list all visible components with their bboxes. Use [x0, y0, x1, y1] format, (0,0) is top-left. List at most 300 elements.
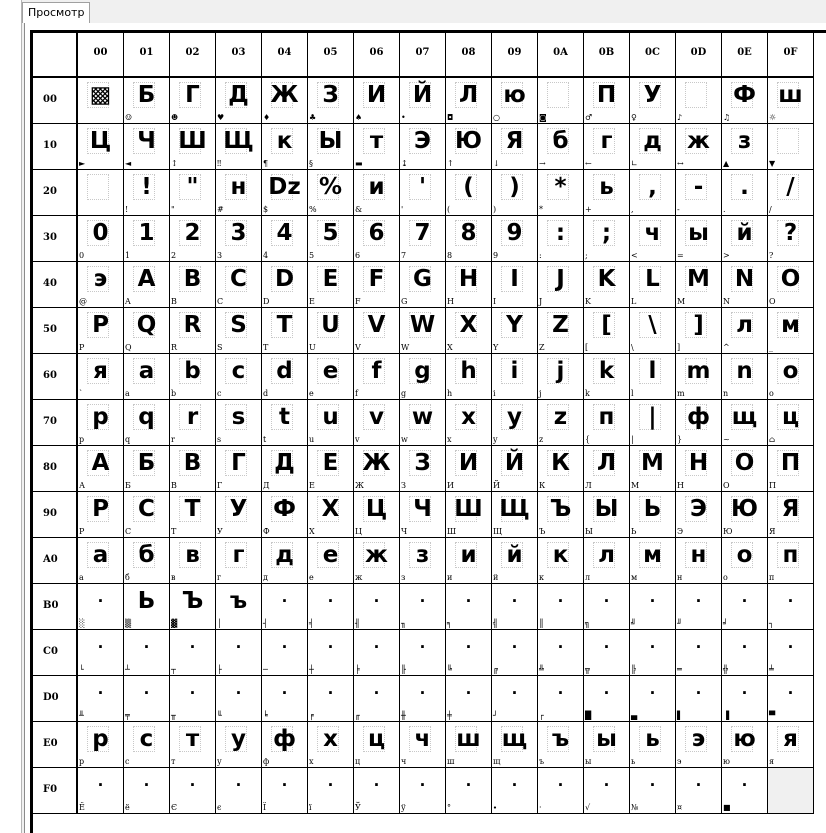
glyph-cell[interactable]: [584, 584, 630, 630]
glyph-cell[interactable]: [400, 308, 446, 354]
glyph-cell[interactable]: [630, 630, 676, 676]
glyph-cell[interactable]: [124, 400, 170, 446]
glyph-cell[interactable]: [676, 446, 722, 492]
glyph-cell[interactable]: [768, 308, 814, 354]
font-glyph: з: [415, 542, 430, 568]
glyph-cell[interactable]: [400, 354, 446, 400]
glyph-cell[interactable]: [492, 446, 538, 492]
reference-char: t: [263, 435, 267, 444]
glyph-cell[interactable]: [400, 492, 446, 538]
glyph-cell[interactable]: [124, 170, 170, 216]
glyph-cell[interactable]: [584, 630, 630, 676]
glyph-cell[interactable]: [492, 492, 538, 538]
glyph-cell[interactable]: [400, 630, 446, 676]
font-glyph: в: [185, 542, 200, 568]
glyph-cell[interactable]: [768, 584, 814, 630]
glyph-cell[interactable]: [354, 170, 400, 216]
glyph-cell[interactable]: [216, 446, 262, 492]
glyph-cell[interactable]: [78, 170, 124, 216]
glyph-cell[interactable]: [400, 584, 446, 630]
glyph-cell[interactable]: [354, 400, 400, 446]
glyph-cell[interactable]: [170, 630, 216, 676]
glyph-cell[interactable]: [492, 262, 538, 308]
glyph-cell[interactable]: [308, 78, 354, 124]
glyph-cell[interactable]: [170, 124, 216, 170]
glyph-cell[interactable]: [354, 216, 400, 262]
glyph-cell[interactable]: [538, 124, 584, 170]
glyph-cell[interactable]: [676, 584, 722, 630]
glyph-cell[interactable]: [170, 722, 216, 768]
glyph-cell[interactable]: [676, 354, 722, 400]
glyph-cell[interactable]: [400, 446, 446, 492]
glyph-cell[interactable]: [308, 262, 354, 308]
glyph-cell[interactable]: [78, 308, 124, 354]
reference-char: Д: [263, 481, 270, 490]
glyph-cell[interactable]: [262, 124, 308, 170]
glyph-cell[interactable]: [446, 124, 492, 170]
glyph-cell[interactable]: [446, 262, 492, 308]
reference-char: •: [401, 113, 406, 122]
glyph-cell[interactable]: [584, 170, 630, 216]
glyph-cell[interactable]: [354, 446, 400, 492]
reference-char: .: [723, 205, 726, 214]
glyph-cell[interactable]: [584, 124, 630, 170]
glyph-cell[interactable]: [538, 170, 584, 216]
glyph-cell[interactable]: [676, 538, 722, 584]
reference-char: B: [171, 297, 177, 306]
glyph-cell[interactable]: [446, 768, 492, 814]
glyph-cell[interactable]: [354, 584, 400, 630]
reference-char: ╔: [493, 665, 498, 674]
glyph-cell[interactable]: [262, 262, 308, 308]
glyph-cell[interactable]: [446, 630, 492, 676]
font-glyph: й: [506, 542, 523, 568]
glyph-cell[interactable]: [78, 262, 124, 308]
glyph-cell[interactable]: [630, 492, 676, 538]
glyph-cell[interactable]: [768, 446, 814, 492]
glyph-cell[interactable]: [584, 78, 630, 124]
glyph-cell[interactable]: [308, 446, 354, 492]
glyph-cell[interactable]: [446, 538, 492, 584]
glyph-cell[interactable]: [768, 170, 814, 216]
glyph-cell[interactable]: [262, 584, 308, 630]
glyph-cell[interactable]: [676, 722, 722, 768]
glyph-cell[interactable]: [124, 78, 170, 124]
glyph-cell[interactable]: [538, 676, 584, 722]
glyph-cell[interactable]: [630, 78, 676, 124]
glyph-cell[interactable]: [308, 722, 354, 768]
glyph-cell[interactable]: [124, 446, 170, 492]
glyph-cell[interactable]: [630, 538, 676, 584]
glyph-cell[interactable]: [676, 400, 722, 446]
glyph-cell[interactable]: [262, 722, 308, 768]
glyph-cell[interactable]: [170, 768, 216, 814]
glyph-cell[interactable]: [722, 538, 768, 584]
glyph-cell[interactable]: [630, 676, 676, 722]
glyph-cell[interactable]: [630, 216, 676, 262]
glyph-cell[interactable]: [308, 584, 354, 630]
glyph-cell[interactable]: [124, 124, 170, 170]
glyph-cell[interactable]: [216, 308, 262, 354]
glyph-cell[interactable]: [354, 768, 400, 814]
font-glyph: э: [691, 726, 706, 752]
glyph-cell[interactable]: [308, 308, 354, 354]
row-header: 50: [33, 308, 78, 354]
glyph-cell[interactable]: [446, 446, 492, 492]
glyph-cell[interactable]: [262, 446, 308, 492]
glyph-cell[interactable]: [216, 630, 262, 676]
glyph-cell[interactable]: [78, 538, 124, 584]
glyph-cell[interactable]: [584, 768, 630, 814]
reference-char: §: [309, 159, 313, 168]
glyph-cell[interactable]: [446, 492, 492, 538]
glyph-cell[interactable]: [124, 308, 170, 354]
glyph-cell[interactable]: [216, 216, 262, 262]
glyph-cell[interactable]: [308, 124, 354, 170]
glyph-cell[interactable]: [124, 262, 170, 308]
glyph-cell[interactable]: [584, 354, 630, 400]
glyph-cell[interactable]: [308, 492, 354, 538]
glyph-cell[interactable]: [584, 538, 630, 584]
glyph-cell[interactable]: [78, 400, 124, 446]
character-map-grid: [30, 30, 826, 833]
glyph-cell[interactable]: [768, 492, 814, 538]
glyph-cell[interactable]: [722, 446, 768, 492]
glyph-cell[interactable]: [262, 78, 308, 124]
glyph-cell[interactable]: [308, 170, 354, 216]
glyph-cell[interactable]: [722, 400, 768, 446]
glyph-cell[interactable]: [170, 538, 216, 584]
glyph-cell[interactable]: [354, 630, 400, 676]
glyph-cell[interactable]: [124, 584, 170, 630]
glyph-cell[interactable]: [538, 538, 584, 584]
glyph-cell[interactable]: [262, 768, 308, 814]
glyph-cell[interactable]: [630, 124, 676, 170]
reference-char: ?: [769, 251, 774, 260]
glyph-cell[interactable]: [538, 308, 584, 354]
glyph-cell[interactable]: [216, 492, 262, 538]
glyph-cell[interactable]: [768, 538, 814, 584]
font-glyph: ·: [97, 684, 104, 702]
glyph-cell[interactable]: [354, 492, 400, 538]
tab-preview[interactable]: Просмотр: [22, 2, 90, 23]
reference-char: &: [355, 205, 363, 214]
glyph-cell[interactable]: [538, 446, 584, 492]
glyph-cell[interactable]: [446, 354, 492, 400]
glyph-cell[interactable]: [78, 492, 124, 538]
glyph-cell[interactable]: [216, 78, 262, 124]
glyph-cell[interactable]: [354, 722, 400, 768]
glyph-cell[interactable]: [722, 124, 768, 170]
glyph-cell[interactable]: [538, 584, 584, 630]
reference-char: и: [447, 573, 453, 582]
glyph-cell[interactable]: [676, 676, 722, 722]
glyph-cell[interactable]: [584, 492, 630, 538]
glyph-cell[interactable]: [768, 722, 814, 768]
glyph-cell[interactable]: [170, 584, 216, 630]
glyph-cell[interactable]: [584, 676, 630, 722]
glyph-cell[interactable]: [446, 400, 492, 446]
reference-char: ╪: [447, 711, 452, 720]
glyph-cell[interactable]: [400, 722, 446, 768]
glyph-cell[interactable]: [768, 768, 814, 814]
font-glyph: R: [183, 312, 202, 338]
glyph-cell[interactable]: [124, 216, 170, 262]
glyph-cell[interactable]: [676, 308, 722, 354]
glyph-cell[interactable]: [308, 216, 354, 262]
glyph-cell[interactable]: [722, 630, 768, 676]
reference-char: ё: [125, 803, 130, 812]
glyph-cell[interactable]: [170, 308, 216, 354]
glyph-cell[interactable]: [124, 768, 170, 814]
glyph-cell[interactable]: [768, 354, 814, 400]
glyph-cell[interactable]: [216, 262, 262, 308]
glyph-cell[interactable]: [492, 630, 538, 676]
reference-char: Ї: [263, 803, 267, 812]
reference-char: ▲: [723, 159, 730, 168]
glyph-cell[interactable]: [630, 400, 676, 446]
reference-char: а: [79, 573, 84, 582]
glyph-cell[interactable]: [676, 492, 722, 538]
glyph-cell[interactable]: [400, 400, 446, 446]
glyph-cell[interactable]: [78, 446, 124, 492]
glyph-cell[interactable]: [676, 170, 722, 216]
glyph-cell[interactable]: [78, 216, 124, 262]
glyph-cell[interactable]: [78, 354, 124, 400]
glyph-cell[interactable]: [492, 584, 538, 630]
glyph-cell[interactable]: [722, 722, 768, 768]
glyph-cell[interactable]: [400, 78, 446, 124]
glyph-cell[interactable]: [538, 354, 584, 400]
glyph-cell[interactable]: [492, 216, 538, 262]
glyph-cell[interactable]: [216, 768, 262, 814]
glyph-cell[interactable]: [492, 538, 538, 584]
reference-char: ╬: [723, 665, 728, 674]
glyph-cell[interactable]: [124, 538, 170, 584]
glyph-cell[interactable]: [492, 354, 538, 400]
glyph-cell[interactable]: [354, 124, 400, 170]
glyph-cell[interactable]: [492, 124, 538, 170]
glyph-cell[interactable]: [630, 262, 676, 308]
glyph-cell[interactable]: [722, 262, 768, 308]
font-glyph: ·: [143, 638, 150, 656]
glyph-cell[interactable]: [78, 78, 124, 124]
glyph-cell[interactable]: [354, 354, 400, 400]
glyph-cell[interactable]: [676, 216, 722, 262]
glyph-cell[interactable]: [538, 722, 584, 768]
glyph-cell[interactable]: [676, 124, 722, 170]
glyph-cell[interactable]: [492, 768, 538, 814]
glyph-cell[interactable]: [492, 170, 538, 216]
glyph-cell[interactable]: [538, 492, 584, 538]
glyph-cell[interactable]: [308, 630, 354, 676]
glyph-cell[interactable]: [308, 354, 354, 400]
glyph-cell[interactable]: [170, 216, 216, 262]
glyph-cell[interactable]: [722, 170, 768, 216]
glyph-cell[interactable]: [262, 400, 308, 446]
glyph-cell[interactable]: [124, 492, 170, 538]
reference-char: →: [539, 159, 546, 168]
glyph-cell[interactable]: [354, 676, 400, 722]
glyph-cell[interactable]: [676, 262, 722, 308]
glyph-cell[interactable]: [722, 492, 768, 538]
glyph-cell[interactable]: [262, 630, 308, 676]
glyph-cell[interactable]: [630, 722, 676, 768]
glyph-cell[interactable]: [400, 262, 446, 308]
glyph-cell[interactable]: [78, 768, 124, 814]
glyph-cell[interactable]: [722, 216, 768, 262]
glyph-cell[interactable]: [170, 676, 216, 722]
glyph-cell[interactable]: [354, 78, 400, 124]
glyph-cell[interactable]: [768, 124, 814, 170]
glyph-cell[interactable]: [308, 538, 354, 584]
font-glyph: n: [736, 358, 753, 384]
font-glyph: Ь: [643, 496, 662, 522]
glyph-cell[interactable]: [170, 492, 216, 538]
glyph-cell[interactable]: [722, 354, 768, 400]
glyph-cell[interactable]: [676, 768, 722, 814]
glyph-cell[interactable]: [722, 584, 768, 630]
glyph-cell[interactable]: [538, 400, 584, 446]
glyph-cell[interactable]: [446, 170, 492, 216]
glyph-cell[interactable]: [584, 446, 630, 492]
glyph-cell[interactable]: [492, 78, 538, 124]
glyph-cell[interactable]: [400, 538, 446, 584]
glyph-cell[interactable]: [492, 722, 538, 768]
glyph-cell[interactable]: [538, 630, 584, 676]
glyph-cell[interactable]: [584, 216, 630, 262]
glyph-cell[interactable]: [676, 630, 722, 676]
glyph-cell[interactable]: [492, 308, 538, 354]
glyph-cell[interactable]: [262, 216, 308, 262]
glyph-cell[interactable]: [584, 262, 630, 308]
glyph-cell[interactable]: [262, 308, 308, 354]
glyph-cell[interactable]: [446, 78, 492, 124]
reference-char: ш: [447, 757, 455, 766]
glyph-cell[interactable]: [308, 768, 354, 814]
glyph-cell[interactable]: [630, 170, 676, 216]
glyph-cell[interactable]: [216, 400, 262, 446]
reference-char: (: [447, 205, 451, 214]
glyph-cell[interactable]: [768, 630, 814, 676]
glyph-cell[interactable]: [124, 722, 170, 768]
glyph-cell[interactable]: [262, 170, 308, 216]
glyph-cell[interactable]: [216, 354, 262, 400]
glyph-cell[interactable]: [584, 722, 630, 768]
glyph-cell[interactable]: [124, 676, 170, 722]
font-glyph: ъ: [551, 726, 570, 752]
glyph-cell[interactable]: [446, 216, 492, 262]
glyph-cell[interactable]: [262, 354, 308, 400]
glyph-cell[interactable]: [78, 124, 124, 170]
glyph-cell[interactable]: [400, 216, 446, 262]
reference-char: ◙: [539, 113, 547, 122]
glyph-cell[interactable]: [170, 446, 216, 492]
glyph-cell[interactable]: [124, 354, 170, 400]
font-glyph: ·: [695, 638, 702, 656]
glyph-cell[interactable]: [170, 400, 216, 446]
glyph-cell[interactable]: [768, 78, 814, 124]
font-glyph: ·: [143, 684, 150, 702]
glyph-cell[interactable]: [446, 308, 492, 354]
glyph-cell[interactable]: [170, 262, 216, 308]
glyph-cell[interactable]: [170, 354, 216, 400]
glyph-cell[interactable]: [446, 722, 492, 768]
glyph-cell[interactable]: [768, 262, 814, 308]
glyph-cell[interactable]: [492, 676, 538, 722]
glyph-cell[interactable]: [538, 262, 584, 308]
font-glyph: O: [780, 266, 801, 292]
glyph-cell[interactable]: [538, 216, 584, 262]
glyph-cell[interactable]: [78, 630, 124, 676]
glyph-cell[interactable]: [308, 400, 354, 446]
glyph-cell[interactable]: [768, 216, 814, 262]
glyph-cell[interactable]: [262, 538, 308, 584]
glyph-cell[interactable]: [630, 446, 676, 492]
glyph-cell[interactable]: [538, 78, 584, 124]
glyph-cell[interactable]: [630, 768, 676, 814]
glyph-cell[interactable]: [216, 170, 262, 216]
glyph-cell[interactable]: [446, 584, 492, 630]
font-glyph: В: [183, 450, 202, 476]
reference-char: ·: [539, 803, 542, 812]
font-glyph: Д: [274, 450, 295, 476]
glyph-cell[interactable]: [78, 584, 124, 630]
glyph-cell[interactable]: [768, 676, 814, 722]
glyph-cell[interactable]: [768, 400, 814, 446]
glyph-cell[interactable]: [216, 124, 262, 170]
glyph-cell[interactable]: [446, 676, 492, 722]
reference-char: s: [217, 435, 222, 444]
glyph-cell[interactable]: [492, 400, 538, 446]
glyph-cell[interactable]: [630, 354, 676, 400]
glyph-cell[interactable]: [630, 584, 676, 630]
glyph-cell[interactable]: [308, 676, 354, 722]
glyph-cell[interactable]: [400, 124, 446, 170]
glyph-cell[interactable]: [400, 170, 446, 216]
glyph-cell[interactable]: [584, 400, 630, 446]
glyph-cell[interactable]: [722, 676, 768, 722]
reference-char: ╤: [125, 711, 130, 720]
glyph-cell[interactable]: [216, 676, 262, 722]
glyph-cell[interactable]: [262, 492, 308, 538]
glyph-cell[interactable]: [170, 170, 216, 216]
glyph-cell[interactable]: [216, 722, 262, 768]
font-glyph: ж: [687, 128, 710, 154]
glyph-cell[interactable]: [78, 722, 124, 768]
glyph-cell[interactable]: [216, 584, 262, 630]
glyph-cell[interactable]: [216, 538, 262, 584]
glyph-cell[interactable]: [584, 308, 630, 354]
glyph-cell[interactable]: [262, 676, 308, 722]
glyph-cell[interactable]: [354, 308, 400, 354]
glyph-cell[interactable]: [722, 768, 768, 814]
glyph-cell[interactable]: [400, 676, 446, 722]
reference-char: ■: [723, 803, 731, 812]
glyph-cell[interactable]: [170, 78, 216, 124]
glyph-cell[interactable]: [124, 630, 170, 676]
font-glyph: 8: [460, 220, 477, 246]
glyph-cell[interactable]: [722, 78, 768, 124]
glyph-cell[interactable]: [400, 768, 446, 814]
glyph-cell[interactable]: [630, 308, 676, 354]
glyph-cell[interactable]: [354, 262, 400, 308]
glyph-cell[interactable]: [78, 676, 124, 722]
glyph-cell[interactable]: [722, 308, 768, 354]
glyph-cell[interactable]: [676, 78, 722, 124]
glyph-cell[interactable]: [538, 768, 584, 814]
glyph-cell[interactable]: [354, 538, 400, 584]
